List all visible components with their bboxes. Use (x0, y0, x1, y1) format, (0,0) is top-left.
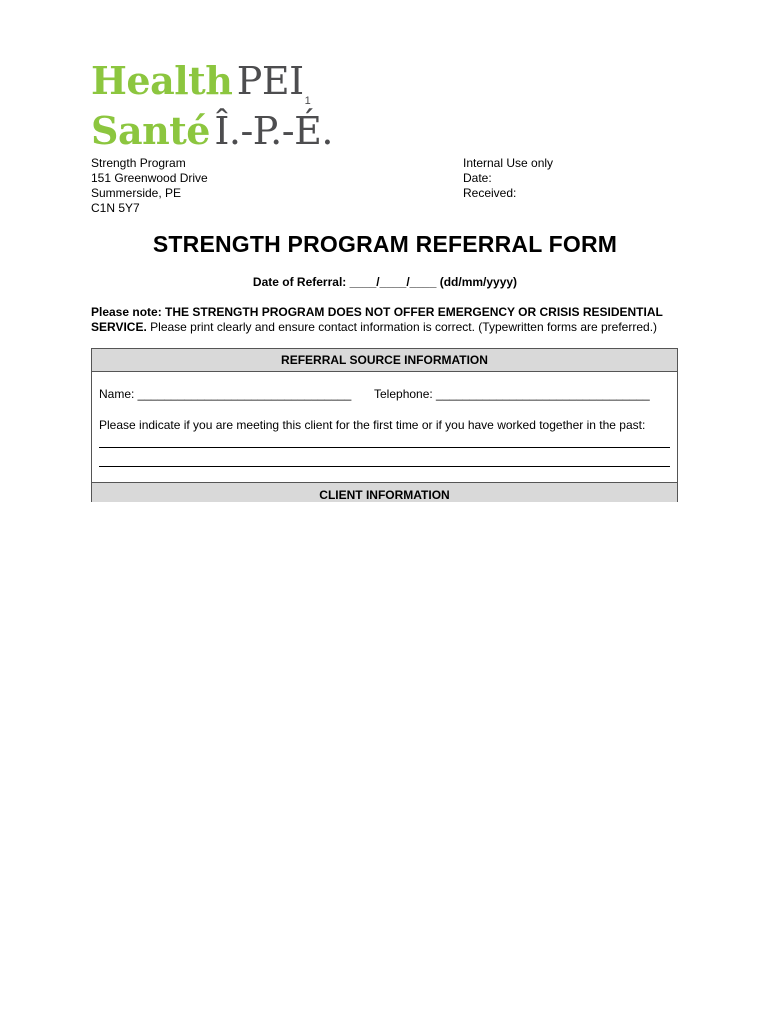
client-information-header: CLIENT INFORMATION (92, 482, 677, 502)
program-address (91, 156, 208, 216)
address-line: C1N 5Y7 (91, 201, 140, 215)
logo-ipe-text: Î.-P.-É. (214, 109, 333, 153)
internal-use-label: Internal Use only (463, 156, 554, 170)
logo-subscript: 1 (304, 95, 311, 107)
answer-line[interactable] (99, 447, 670, 448)
internal-received-label: Received: (463, 186, 517, 200)
note-bold-text: Please note: THE STRENGTH PROGRAM DOES NOT OFFER EMERGENCY OR CRISIS RESIDENTIAL SERVICE. (91, 305, 663, 334)
address-line: Summerside, PE (91, 186, 182, 200)
date-of-referral-field[interactable]: Date of Referral: ____/____/____ (dd/mm/yyyy) (252, 275, 518, 289)
internal-date-label: Date: (463, 171, 492, 185)
address-line: Strength Program (91, 156, 186, 170)
name-telephone-row (99, 387, 650, 401)
logo-sante-text: Santé (91, 108, 210, 153)
logo-health-text: Health (91, 58, 233, 103)
referral-source-section (91, 348, 678, 502)
referral-source-header: REFERRAL SOURCE INFORMATION (92, 349, 677, 372)
answer-line[interactable] (99, 466, 670, 467)
logo-pei-text: PEI (236, 59, 304, 103)
internal-use-block (463, 156, 553, 201)
note-normal-text: Please print clearly and ensure contact information is correct. (Typewritten forms are preferred.) (146, 320, 658, 334)
address-line: 151 Greenwood Drive (91, 171, 208, 185)
logo-french (91, 108, 333, 153)
first-time-prompt: Please indicate if you are meeting this client for the first time or if you have worked together in the past: (99, 418, 646, 432)
form-title: STRENGTH PROGRAM REFERRAL FORM (152, 231, 618, 257)
telephone-field[interactable]: Telephone: ________________________________ (374, 387, 650, 401)
name-field[interactable]: Name: ________________________________ (99, 387, 352, 401)
logo-english (91, 58, 311, 107)
health-pei-logo (91, 58, 333, 158)
form-note (91, 305, 681, 335)
